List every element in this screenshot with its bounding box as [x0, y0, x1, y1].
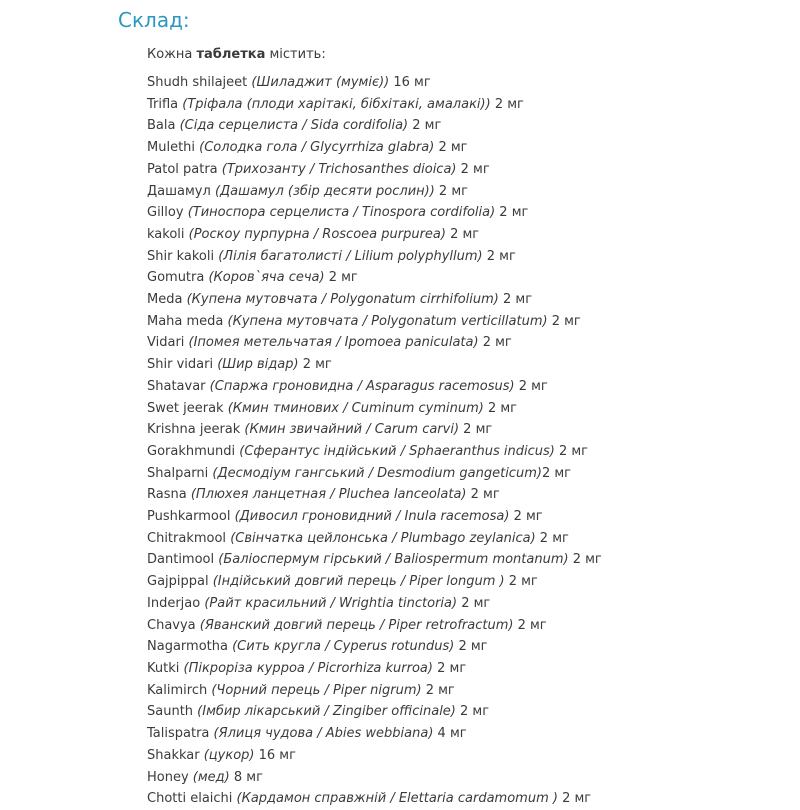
ingredient-line [147, 767, 800, 789]
ingredient-name: Vidari [147, 335, 189, 351]
ingredient-amount: 2 мг [504, 574, 538, 590]
ingredient-amount: 2 мг [421, 682, 455, 698]
ingredient-name: Pushkarmool [147, 509, 235, 525]
ingredient-detail: (Тиноспора серцелиста / Tinospora cordifolia) [187, 205, 496, 221]
ingredient-line [147, 788, 800, 810]
ingredient-detail: (Свінчатка цейлонська / Plumbago zeylanica) [230, 530, 536, 546]
ingredient-detail: (Індійський довгий перець / Piper longum ) [212, 574, 505, 590]
ingredient-detail: (Коров`яча сеча) [208, 270, 325, 286]
ingredient-amount: 2 мг [541, 465, 571, 481]
ingredient-name: Patol patra [147, 161, 222, 177]
ingredient-line [147, 137, 800, 159]
ingredient-line [147, 484, 800, 506]
ingredient-name: Mulethi [147, 140, 200, 156]
ingredient-name: Shudh shilajeet [147, 75, 252, 90]
ingredient-detail: (Купена мутовчата / Polygonatum cirrhifolium) [186, 292, 499, 308]
ingredient-line [147, 289, 800, 311]
ingredient-name: Дашамул [147, 183, 215, 199]
ingredient-line [147, 354, 800, 376]
ingredient-line [147, 441, 800, 463]
ingredient-detail: (Баліоспермум гірський / Baliospermum montanum) [218, 552, 569, 568]
ingredient-detail: (мед) [192, 769, 230, 785]
ingredient-amount: 2 мг [455, 704, 490, 720]
ingredient-detail: (Солодка гола / Glycyrrhiza glabra) [199, 140, 435, 156]
ingredient-name: Shir kakoli [147, 248, 219, 264]
ingredient-detail: (Дашамул (збір десяти рослин)) [214, 183, 435, 199]
intro-bold-word: таблетка [196, 47, 266, 62]
ingredient-detail: (Кмин тминових / Cuminum cyminum) [227, 400, 484, 416]
intro-pre: Кожна [147, 47, 197, 62]
ingredient-name: Rasna [147, 487, 191, 503]
ingredient-amount: 2 мг [454, 639, 488, 655]
ingredient-amount: 2 мг [457, 595, 491, 611]
ingredient-amount: 2 мг [535, 530, 569, 546]
ingredient-line [147, 224, 800, 246]
ingredient-amount: 2 мг [547, 313, 581, 329]
ingredient-name: Kalimirch [147, 682, 212, 698]
ingredient-detail: (Райт красильний / Wrightia tinctoria) [204, 595, 458, 611]
ingredient-amount: 2 мг [514, 378, 548, 394]
ingredient-amount: 2 мг [557, 791, 592, 807]
ingredient-amount: 2 мг [490, 96, 524, 112]
ingredient-line [147, 267, 800, 289]
ingredient-detail: (Пікроріза курроа / Picrorhiza kurroa) [183, 660, 433, 676]
ingredient-name: Shakkar [147, 747, 204, 763]
ingredient-amount: 16 мг [254, 747, 296, 763]
ingredient-detail: (Імбир лікарський / Zingiber officinale) [197, 704, 456, 720]
ingredient-amount: 2 мг [298, 357, 332, 373]
ingredient-name: Gajpippal [147, 574, 213, 590]
ingredient-line [147, 94, 800, 116]
ingredient-name: Chotti elaichi [147, 791, 237, 807]
ingredient-line [147, 549, 800, 571]
ingredient-line [147, 376, 800, 398]
ingredient-detail: (Яванский довгий перець / Piper retrofractum) [199, 617, 514, 633]
ingredient-line [147, 593, 800, 615]
ingredient-name: kakoli [147, 226, 189, 242]
ingredient-amount: 2 мг [513, 617, 547, 633]
ingredient-amount: 2 мг [459, 422, 493, 438]
ingredient-line [147, 636, 800, 658]
ingredient-line [147, 72, 800, 94]
ingredient-amount: 2 мг [466, 487, 500, 503]
ingredient-amount: 2 мг [434, 183, 468, 199]
ingredient-amount: 2 мг [498, 292, 533, 308]
ingredient-line [147, 658, 800, 680]
ingredient-line [147, 506, 800, 528]
ingredient-detail: (цукор) [203, 747, 255, 763]
ingredient-line [147, 571, 800, 593]
ingredient-amount: 2 мг [482, 248, 516, 264]
ingredient-list [147, 72, 800, 810]
ingredient-line [147, 159, 800, 181]
intro-line [147, 47, 800, 63]
ingredient-amount: 2 мг [432, 660, 467, 676]
ingredient-line [147, 463, 800, 485]
ingredient-name: Shir vidari [147, 357, 218, 373]
ingredient-detail: (Сіда серцелиста / Sida cordifolia) [179, 118, 409, 134]
ingredient-name: Nagarmotha [147, 639, 233, 655]
ingredient-name: Meda [147, 292, 187, 308]
ingredient-name: Dantimool [147, 552, 219, 568]
ingredient-line [147, 398, 800, 420]
ingredient-detail: (Сить кругла / Cyperus rotundus) [232, 639, 455, 655]
ingredient-line [147, 202, 800, 224]
ingredient-name: Gilloy [147, 205, 188, 221]
intro-post: містить: [265, 47, 326, 62]
ingredient-amount: 8 мг [229, 769, 263, 785]
ingredient-line [147, 701, 800, 723]
ingredient-amount: 2 мг [445, 226, 480, 242]
ingredient-amount: 2 мг [434, 140, 468, 156]
ingredient-amount: 2 мг [456, 161, 490, 177]
ingredient-detail: (Іпомея метельчатая / Ipomoea paniculata) [188, 335, 479, 351]
ingredient-name: Gomutra [147, 270, 209, 286]
ingredient-line [147, 181, 800, 203]
ingredient-line [147, 115, 800, 137]
ingredient-line [147, 311, 800, 333]
ingredient-line [147, 723, 800, 745]
ingredient-line [147, 332, 800, 354]
ingredient-detail: (Дивосил гроновидний / Inula racemosa) [234, 509, 510, 525]
ingredient-name: Shatavar [147, 378, 210, 394]
page-title: Склад: [118, 8, 190, 32]
ingredient-detail: (Роскоу пурпурна / Roscoea purpurea) [188, 226, 446, 242]
ingredient-detail: (Кардамон справжній / Elettaria cardamomum ) [236, 791, 558, 807]
ingredient-line [147, 680, 800, 702]
ingredient-name: Bala [147, 118, 180, 134]
ingredient-detail: (Тріфала (плоди харітакі, бібхітакі, амалакі)) [182, 96, 491, 112]
ingredient-detail: (Десмодіум гангський / Desmodium gangeticum) [212, 465, 542, 481]
ingredient-amount: 2 мг [478, 335, 512, 351]
ingredient-detail: (Купена мутовчата / Polygonatum verticillatum) [227, 313, 548, 329]
ingredient-amount: 4 мг [433, 726, 467, 742]
ingredient-amount: 16 мг [389, 75, 431, 90]
ingredient-name: Saunth [147, 704, 198, 720]
ingredient-amount: 2 мг [483, 400, 518, 416]
ingredient-detail: (Ялиця чудова / Abies webbiana) [213, 726, 434, 742]
ingredient-amount: 2 мг [324, 270, 358, 286]
ingredient-detail: (Плюхея ланцетная / Pluchea lanceolata) [190, 487, 467, 503]
ingredient-amount: 2 мг [509, 509, 543, 525]
ingredient-line [147, 246, 800, 268]
ingredient-detail: (Сферантус індійський / Sphaeranthus indicus) [239, 443, 555, 459]
ingredient-detail: (Лілія багатолисті / Lilium polyphyllum) [218, 248, 483, 264]
ingredient-amount: 2 мг [554, 443, 589, 459]
ingredient-detail: (Шир відар) [217, 357, 299, 373]
ingredient-detail: (Шиладжит (муміє)) [251, 75, 390, 90]
ingredient-detail: (Трихозанту / Trichosanthes dioica) [221, 161, 457, 177]
ingredient-name: Honey [147, 769, 193, 785]
ingredient-detail: (Чорний перець / Piper nigrum) [211, 682, 422, 698]
ingredient-amount: 2 мг [568, 552, 602, 568]
ingredient-name: Maha meda [147, 313, 228, 329]
ingredient-name: Chitrakmool [147, 530, 231, 546]
ingredient-name: Swet jeerak [147, 400, 228, 416]
ingredient-name: Kutki [147, 660, 184, 676]
ingredient-amount: 2 мг [408, 118, 442, 134]
ingredient-name: Trifla [147, 96, 183, 112]
ingredient-name: Chavya [147, 617, 200, 633]
ingredient-name: Talispatra [147, 726, 214, 742]
ingredient-line [147, 419, 800, 441]
ingredient-amount: 2 мг [495, 205, 529, 221]
ingredient-name: Gorakhmundi [147, 443, 240, 459]
ingredient-name: Krishna jeerak [147, 422, 245, 438]
ingredient-detail: (Спаржа гроновидна / Asparagus racemosus) [209, 378, 515, 394]
ingredient-detail: (Кмин звичайний / Carum carvi) [244, 422, 460, 438]
ingredient-line [147, 528, 800, 550]
ingredient-line [147, 615, 800, 637]
ingredient-name: Shalparni [147, 465, 213, 481]
ingredient-line [147, 745, 800, 767]
ingredient-name: Inderjao [147, 595, 205, 611]
